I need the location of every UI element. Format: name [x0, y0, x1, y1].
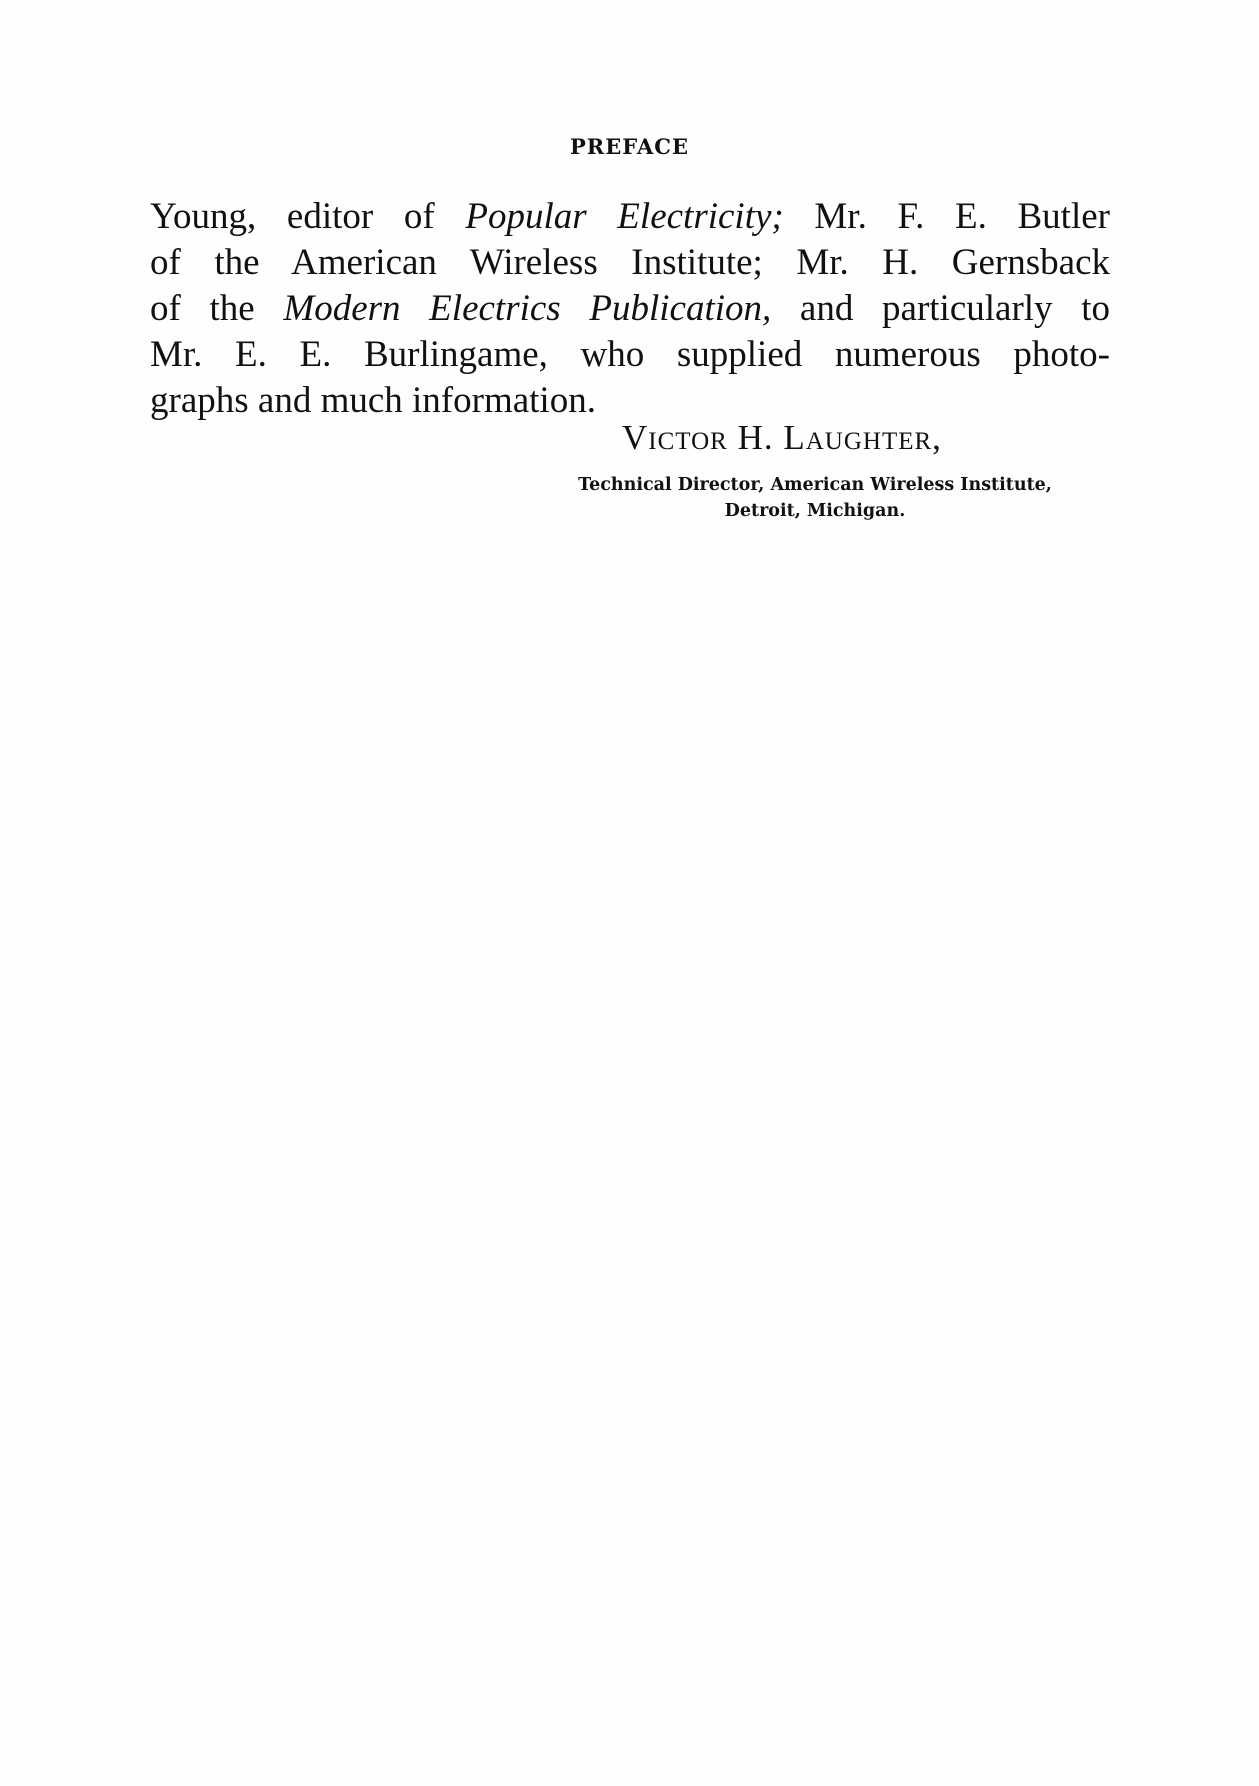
- line-1-text-a: Young, editor of: [150, 196, 466, 237]
- line-3-text-c: and particularly to: [771, 288, 1111, 329]
- paragraph-line-3: [150, 286, 1110, 332]
- paragraph-line-2: of the American Wireless Institute; Mr. H. Gernsback: [150, 242, 1110, 283]
- signature-name: Victor H. Laughter,: [622, 418, 942, 457]
- signature-title: Technical Director, American Wireless Institute,: [578, 475, 1052, 495]
- modern-electrics-title: Modern Electrics Publication,: [283, 288, 772, 329]
- signature-location: Detroit, Michigan.: [724, 501, 906, 521]
- line-1-text-c: Mr. F. E. Butler: [783, 196, 1110, 237]
- popular-electricity-title: Popular Electricity;: [465, 196, 784, 237]
- preface-paragraph: [150, 194, 1110, 424]
- paragraph-line-5: graphs and much information.: [150, 380, 596, 421]
- running-head: PREFACE: [570, 134, 689, 159]
- line-3-text-a: of the: [150, 288, 284, 329]
- paragraph-line-1: [150, 194, 1110, 240]
- paragraph-line-4: Mr. E. E. Burlingame, who supplied numerous photo-: [150, 334, 1110, 375]
- signature-affiliation: [520, 472, 1110, 524]
